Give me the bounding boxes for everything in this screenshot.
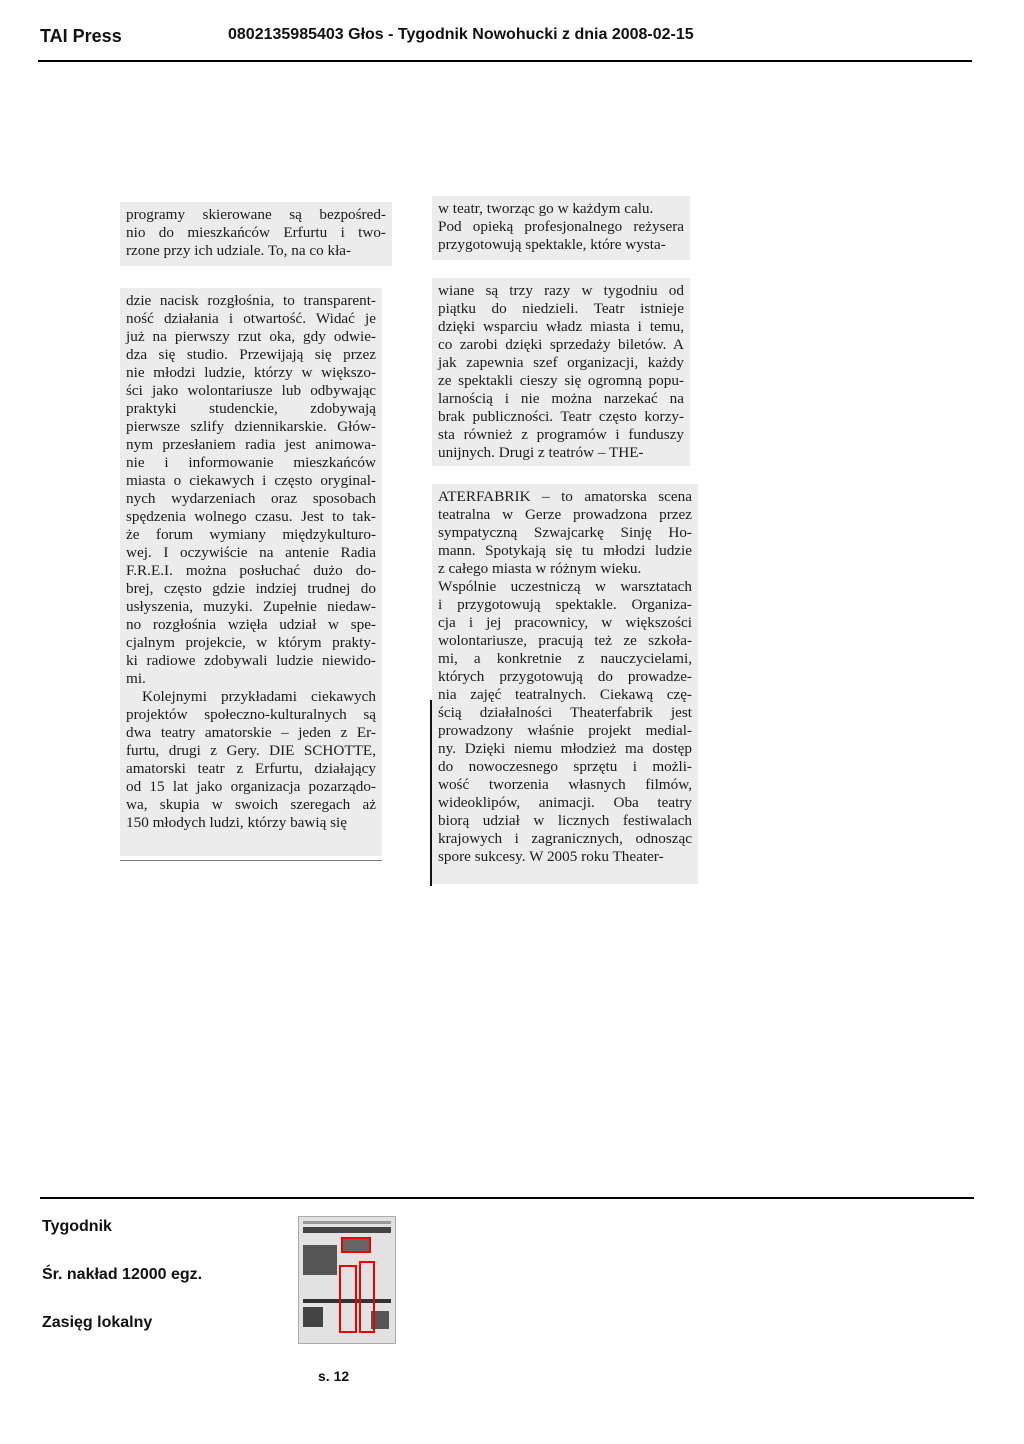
clipping-line: mi. xyxy=(126,670,146,687)
clipping-line: mi, a konkretnie z nauczycielami, xyxy=(438,650,692,667)
clipping-text-block xyxy=(438,282,684,462)
clipping-line: nio do mieszkańców Erfurtu i two- xyxy=(126,224,386,241)
clipping-line: jak zapewnia szef organizacji, każdy xyxy=(438,354,684,371)
clipping-line: biorą udział w licznych festiwalach xyxy=(438,812,692,829)
clipping-line: mann. Spotykają się tu młodzi ludzie xyxy=(438,542,692,559)
clipping-text-block xyxy=(438,200,684,254)
clipping-line: nych wydarzeniach oraz sposobach xyxy=(126,490,376,507)
clipping-line: ATERFABRIK – to amatorska scena xyxy=(438,488,692,505)
clipping-line: usłyszenia, muzyki. Zupełnie niedaw- xyxy=(126,598,376,615)
clipping-col2-bottom xyxy=(432,484,698,884)
agency-name: TAI Press xyxy=(40,26,122,46)
clipping-text-block xyxy=(126,206,386,260)
clipping-line: nym przesłaniem radia jest animowa- xyxy=(126,436,376,453)
clipping-line: wideoklipów, animacji. Oba teatry xyxy=(438,794,692,811)
thumb-photo xyxy=(303,1245,337,1275)
clipping-line: dzie nacisk rozgłośnia, to transparent- xyxy=(126,292,376,309)
publication-type: Tygodnik xyxy=(42,1218,112,1235)
clipping-line: których przygotowują do prowadze- xyxy=(438,668,692,685)
header-rule xyxy=(38,60,972,62)
clipping-line: nie i informowanie mieszkańców xyxy=(126,454,376,471)
clipping-line: ki radiowe zdobywali ludzie niewido- xyxy=(126,652,376,669)
clipping-line: 150 młodych ludzi, którzy bawią się xyxy=(126,814,348,831)
clipping-line: dwa teatry amatorskie – jeden z Er- xyxy=(126,724,376,741)
clipping-col2-mid xyxy=(432,278,690,466)
thumb-photo xyxy=(303,1307,323,1327)
clipping-line: krajowych i zagranicznych, odnosząc xyxy=(438,830,692,847)
clipping-line: rzone przy ich udziale. To, na co kła- xyxy=(126,242,352,259)
clipping-line: unijnych. Drugi z teatrów – THE- xyxy=(438,444,644,461)
clipping-marker xyxy=(339,1265,357,1333)
clipping-line: ny. Dzięki niemu młodzież ma dostęp xyxy=(438,740,692,757)
range: Zasięg lokalny xyxy=(42,1314,153,1331)
clipping-line: ze spektakli cieszy się ogromną popu- xyxy=(438,372,684,389)
clipping-line: dza się studio. Przewijają się przez xyxy=(126,346,376,363)
clipping-line: furtu, drugi z Gery. DIE SCHOTTE, xyxy=(126,742,376,759)
clipping-line: sympatyczną Szwajcarkę Sinję Ho- xyxy=(438,524,692,541)
thumb-text-strip xyxy=(303,1221,391,1224)
circulation: Śr. nakład 12000 egz. xyxy=(42,1266,203,1283)
clipping-underline xyxy=(120,860,382,861)
clipping-line: teatralna w Gerze prowadzona przez xyxy=(438,506,692,523)
clipping-line: brak publiczności. Teatr często korzy- xyxy=(438,408,684,425)
clipping-line: ność działania i otwartość. Widać je xyxy=(126,310,376,327)
clipping-marker xyxy=(359,1261,375,1333)
clipping-line: projektów społeczno-kulturalnych są xyxy=(126,706,376,723)
clipping-line: przygotowują spektakle, które wysta- xyxy=(438,236,666,253)
clipping-line: że forum wymiany międzykulturo- xyxy=(126,526,376,543)
page-thumbnail[interactable] xyxy=(298,1216,396,1344)
clipping-line: dzięki wsparciu władz miasta i temu, xyxy=(438,318,684,335)
clipping-line: do nowoczesnego sprzętu i możli- xyxy=(438,758,692,775)
source-title: 0802135985403 Głos - Tygodnik Nowohucki z dnia 2008-02-15 xyxy=(228,26,694,43)
clipping-line: Pod opieką profesjonalnego reżysera xyxy=(438,218,684,235)
clipping-line: cjalnym projekcie, w którym prakty- xyxy=(126,634,376,651)
clipping-marker xyxy=(341,1237,371,1253)
clipping-line: ści jako wolontariusze lub odbywając xyxy=(126,382,376,399)
clipping-line: z całego miasta w różnym wieku. xyxy=(438,560,642,577)
clipping-line: spore sukcesy. W 2005 roku Theater- xyxy=(438,848,664,865)
clipping-line: Wspólnie uczestniczą w warsztatach xyxy=(438,578,692,595)
clipping-line: prowadzony właśnie projekt medial- xyxy=(438,722,692,739)
clipping-line: nia zajęć teatralnych. Ciekawą czę- xyxy=(438,686,692,703)
column-rule xyxy=(430,700,432,886)
clipping-line: ścią działalności Theaterfabrik jest xyxy=(438,704,692,721)
clipping-text-block xyxy=(438,488,692,866)
clipping-line: od 15 lat jako organizacja pozarządo- xyxy=(126,778,376,795)
clipping-line: praktyki studenckie, zdobywają xyxy=(126,400,376,417)
clipping-line: już na pierwszy rzut oka, gdy odwie- xyxy=(126,328,376,345)
clipping-line: w teatr, tworząc go w każdym calu. xyxy=(438,200,654,217)
clipping-line: larnością i nie można narzekać na xyxy=(438,390,684,407)
clipping-line: pierwsze szlify dziennikarskie. Głów- xyxy=(126,418,376,435)
clipping-line: co zarobi dzięki sprzedaży biletów. A xyxy=(438,336,684,353)
clipping-line: nie młodzi ludzie, którzy w większo- xyxy=(126,364,376,381)
clipping-line: i przygotowują spektakle. Organiza- xyxy=(438,596,692,613)
clipping-line: miasta o ciekawych i często oryginal- xyxy=(126,472,376,489)
clipping-line: wiane są trzy razy w tygodniu od xyxy=(438,282,684,299)
clipping-line: wej. I oczywiście na antenie Radia xyxy=(126,544,376,561)
thumb-headline xyxy=(303,1227,391,1233)
clipping-col2-top xyxy=(432,196,690,260)
clipping-line: amatorski teatr z Erfurtu, działający xyxy=(126,760,376,777)
clipping-col1-top xyxy=(120,202,392,266)
page-number: s. 12 xyxy=(318,1368,350,1384)
clipping-line: programy skierowane są bezpośred- xyxy=(126,206,386,223)
clipping-text-block xyxy=(126,292,376,832)
clipping-line: wa, skupia w swoich szeregach aż xyxy=(126,796,376,813)
clipping-line: spędzenia wolnego czasu. Jest to tak- xyxy=(126,508,376,525)
clipping-line: F.R.E.I. można posłuchać dużo do- xyxy=(126,562,376,579)
clipping-col1-main xyxy=(120,288,382,856)
clipping-line: wość tworzenia własnych filmów, xyxy=(438,776,692,793)
clipping-line: no rozgłośnia wzięła udział w spe- xyxy=(126,616,376,633)
footer-rule xyxy=(40,1197,974,1199)
clipping-line: piątku do niedzieli. Teatr istnieje xyxy=(438,300,684,317)
clipping-line: brej, często gdzie indziej trudnej do xyxy=(126,580,376,597)
clipping-line: sta również z programów i funduszy xyxy=(438,426,684,443)
clipping-line: wolontariusze, pracują też ze szkoła- xyxy=(438,632,692,649)
clipping-line: cja i jej pracownicy, w większości xyxy=(438,614,692,631)
clipping-line: Kolejnymi przykładami ciekawych xyxy=(142,688,376,705)
